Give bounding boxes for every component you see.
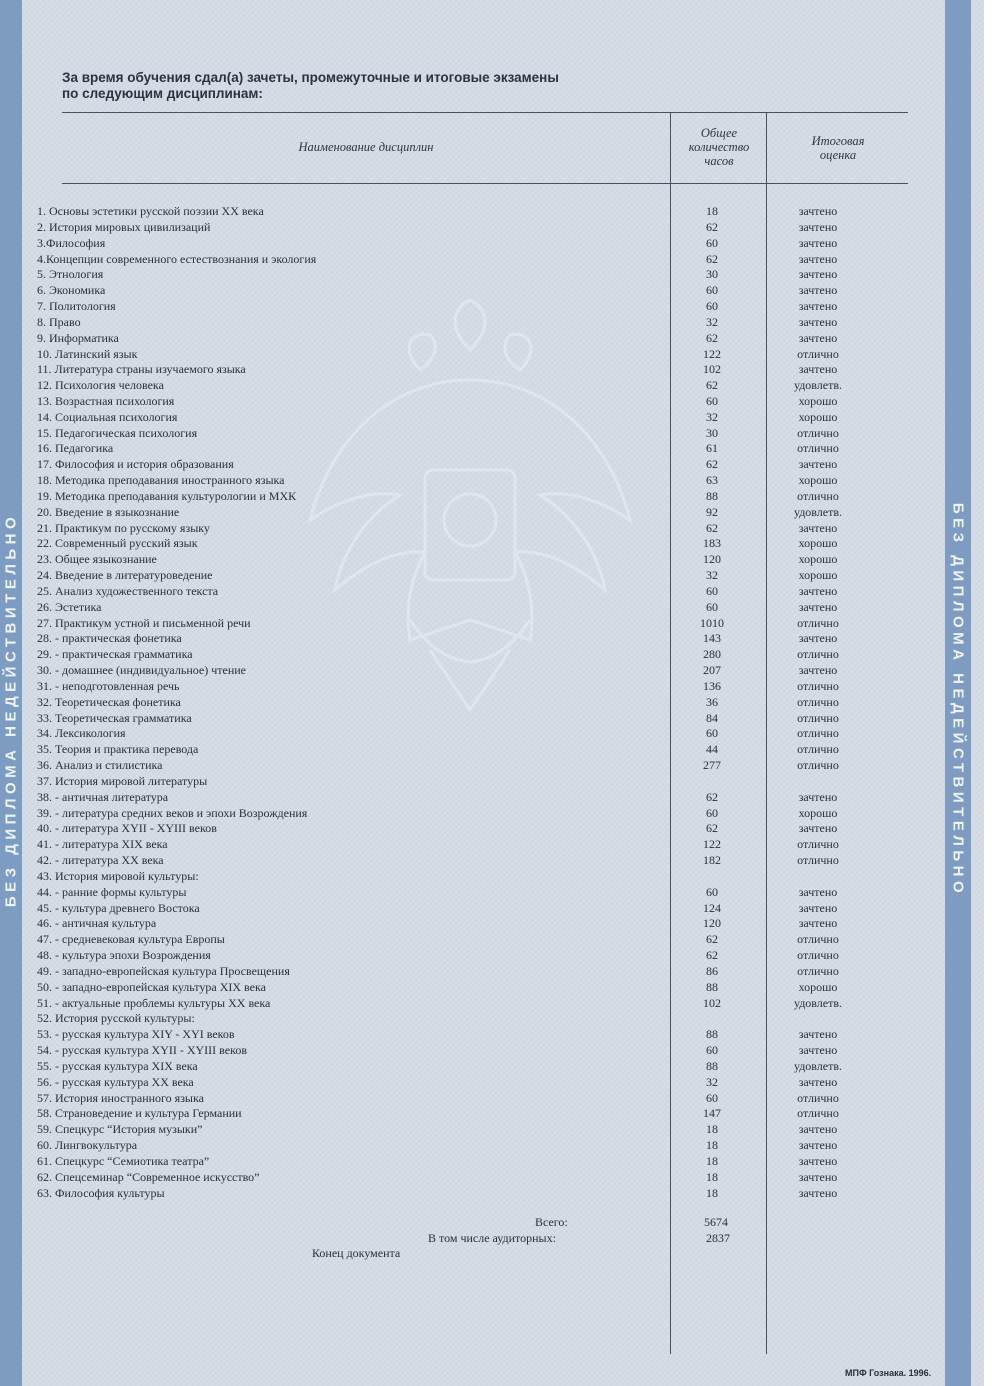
discipline-grade: отлично <box>797 932 839 947</box>
table-row <box>0 378 1000 393</box>
table-row <box>0 996 1000 1011</box>
table-row <box>0 647 1000 662</box>
discipline-grade: отлично <box>797 853 839 867</box>
discipline-name: 22. Современный русский язык <box>37 536 198 551</box>
discipline-name: 56. - русская культура XX века <box>37 1074 194 1089</box>
discipline-hours: 207 <box>703 663 721 678</box>
table-row <box>0 774 1000 789</box>
discipline-name: 5. Этнология <box>37 267 104 282</box>
table-row <box>0 283 1000 298</box>
discipline-name: 32. Теоретическая фонетика <box>37 694 181 709</box>
discipline-name: 21. Практикум по русскому языку <box>37 520 210 535</box>
table-row <box>0 521 1000 536</box>
discipline-grade: отлично <box>797 710 839 725</box>
discipline-hours: 60 <box>706 235 718 250</box>
discipline-hours: 62 <box>706 520 718 535</box>
table-row <box>0 362 1000 377</box>
discipline-grade: зачтено <box>798 204 838 218</box>
discipline-grade: хорошо <box>798 536 838 551</box>
discipline-name: 11. Литература страны изучаемого языка <box>37 362 246 377</box>
discipline-name: 50. - западно-европейская культура XIX века <box>37 979 266 994</box>
discipline-name: 3.Философия <box>37 235 106 250</box>
discipline-hours: 88 <box>706 979 718 994</box>
table-row <box>0 410 1000 425</box>
discipline-grade: удовлетв. <box>793 504 843 519</box>
discipline-hours: 62 <box>706 251 718 266</box>
discipline-name: 41. - литература XIX века <box>37 837 168 852</box>
discipline-name: 34. Лексикология <box>37 726 126 741</box>
discipline-name: 28. - практическая фонетика <box>37 631 182 646</box>
discipline-name: 10. Латинский язык <box>37 346 138 361</box>
discipline-grade: зачтено <box>798 330 838 345</box>
table-row <box>0 1106 1000 1121</box>
discipline-grade: хорошо <box>798 805 838 820</box>
discipline-grade: хорошо <box>798 979 838 994</box>
discipline-grade: зачтено <box>798 457 838 472</box>
discipline-name: 17. Философия и история образования <box>37 457 234 472</box>
printer-note: МПФ Гознака. 1996. <box>845 1368 932 1378</box>
discipline-hours: 60 <box>706 599 718 614</box>
discipline-name: 15. Педагогическая психология <box>37 425 198 440</box>
discipline-hours: 30 <box>706 267 718 282</box>
discipline-grade: зачтено <box>798 1138 838 1152</box>
discipline-grade: отлично <box>797 694 839 709</box>
table-row <box>0 267 1000 282</box>
table-row <box>0 600 1000 615</box>
discipline-hours: 32 <box>706 314 718 329</box>
discipline-grade: отлично <box>797 647 839 662</box>
heading-line-1: За время обучения сдал(а) зачеты, промежуточные и итоговые экзамены <box>62 70 559 85</box>
discipline-hours: 280 <box>703 647 721 662</box>
discipline-hours: 60 <box>706 299 718 313</box>
table-row <box>0 679 1000 694</box>
discipline-hours: 62 <box>706 219 718 234</box>
discipline-name: 8. Право <box>37 314 81 329</box>
discipline-name: 58. Страноведение и культура Германии <box>37 1106 242 1121</box>
discipline-grade: зачтено <box>798 821 838 836</box>
table-row <box>0 473 1000 488</box>
table-row <box>0 853 1000 868</box>
discipline-hours: 88 <box>706 1027 718 1042</box>
table-row <box>0 790 1000 805</box>
discipline-grade: зачтено <box>798 1153 838 1168</box>
discipline-name: 53. - русская культура XIY - XYI веков <box>37 1027 235 1042</box>
discipline-grade: зачтено <box>798 900 838 915</box>
discipline-grade: хорошо <box>798 409 838 424</box>
table-row <box>0 1170 1000 1185</box>
table-row <box>0 901 1000 916</box>
discipline-hours: 60 <box>706 1090 718 1105</box>
discipline-grade: отлично <box>797 441 839 456</box>
discipline-grade: зачтено <box>798 314 838 329</box>
table-row <box>0 964 1000 979</box>
discipline-grade: отлично <box>797 346 839 361</box>
table-row <box>0 1043 1000 1058</box>
discipline-grade: зачтено <box>798 916 838 931</box>
discipline-hours: 136 <box>703 678 721 693</box>
discipline-name: 45. - культура древнего Востока <box>37 900 200 915</box>
discipline-name: 26. Эстетика <box>37 599 102 614</box>
table-row <box>0 806 1000 821</box>
table-row <box>0 457 1000 472</box>
discipline-grade: зачтено <box>798 251 838 266</box>
table-row <box>0 616 1000 631</box>
discipline-name: 46. - античная культура <box>37 916 157 931</box>
column-header-grade: Итоговая оценка <box>811 134 865 162</box>
discipline-grade: удовлетв. <box>793 378 843 393</box>
discipline-name: 29. - практическая грамматика <box>37 647 193 662</box>
table-row <box>0 441 1000 456</box>
discipline-grade: зачтено <box>798 1169 838 1184</box>
discipline-grade: хорошо <box>798 552 838 567</box>
discipline-name: 40. - литература XYII - XYIII веков <box>37 821 217 836</box>
classroom-value: 2837 <box>706 1231 730 1245</box>
heading-line-2: по следующим дисциплинам: <box>62 86 263 101</box>
discipline-grade: зачтено <box>798 583 838 598</box>
discipline-name: 4.Концепции современного естествознания и экология <box>37 251 317 266</box>
discipline-hours: 62 <box>706 378 718 393</box>
discipline-hours: 62 <box>706 789 718 804</box>
discipline-hours: 102 <box>703 362 721 377</box>
table-row <box>0 932 1000 947</box>
discipline-name: 37. История мировой литературы <box>37 773 208 788</box>
discipline-grade: отлично <box>797 1106 839 1121</box>
discipline-grade: зачтено <box>798 663 838 678</box>
discipline-name: 47. - средневековая культура Европы <box>37 932 225 947</box>
discipline-grade: зачтено <box>798 219 838 234</box>
discipline-hours: 18 <box>706 1169 718 1184</box>
discipline-grade: отлично <box>797 837 839 852</box>
discipline-hours: 60 <box>706 884 718 899</box>
discipline-name: 55. - русская культура XIX века <box>37 1058 198 1073</box>
discipline-hours: 102 <box>703 995 721 1010</box>
discipline-hours: 62 <box>706 948 718 962</box>
discipline-hours: 62 <box>706 821 718 836</box>
discipline-name: 30. - домашнее (индивидуальное) чтение <box>37 663 246 678</box>
discipline-hours: 120 <box>703 916 721 931</box>
table-row <box>0 1138 1000 1153</box>
table-row <box>0 204 1000 219</box>
discipline-grade: хорошо <box>798 394 838 408</box>
discipline-grade: отлично <box>797 726 839 741</box>
discipline-grade: зачтено <box>798 884 838 899</box>
discipline-name: 9. Информатика <box>37 330 119 345</box>
discipline-hours: 60 <box>706 726 718 741</box>
discipline-hours: 1010 <box>700 615 724 630</box>
discipline-name: 60. Лингвокультура <box>37 1138 138 1152</box>
discipline-hours: 44 <box>706 742 718 757</box>
table-row <box>0 1091 1000 1106</box>
table-row <box>0 299 1000 314</box>
discipline-hours: 60 <box>706 583 718 598</box>
table-row <box>0 252 1000 267</box>
table-row <box>0 1011 1000 1026</box>
table-row <box>0 394 1000 409</box>
discipline-name: 14. Социальная психология <box>37 409 178 424</box>
discipline-name: 6. Экономика <box>37 283 106 298</box>
discipline-hours: 60 <box>706 1043 718 1057</box>
table-row <box>0 426 1000 441</box>
discipline-hours: 62 <box>706 932 718 947</box>
table-top-rule <box>62 112 908 113</box>
table-row <box>0 1059 1000 1074</box>
discipline-grade: зачтено <box>798 1074 838 1089</box>
section-heading <box>62 70 662 102</box>
discipline-name: 2. История мировых цивилизаций <box>37 219 211 234</box>
discipline-name: 51. - актуальные проблемы культуры XX века <box>37 995 271 1010</box>
column-header-hours: Общее количество часов <box>688 126 750 168</box>
discipline-grade: отлично <box>797 758 839 772</box>
discipline-name: 1. Основы эстетики русской поэзии XX века <box>37 204 264 218</box>
end-of-document: Конец документа <box>312 1246 401 1260</box>
table-row <box>0 505 1000 520</box>
table-row <box>0 236 1000 251</box>
table-row <box>0 1027 1000 1042</box>
discipline-hours: 60 <box>706 283 718 298</box>
discipline-name: 7. Политология <box>37 299 116 313</box>
table-row <box>0 536 1000 551</box>
discipline-grade: отлично <box>797 742 839 757</box>
discipline-hours: 88 <box>706 1058 718 1073</box>
discipline-hours: 30 <box>706 425 718 440</box>
discipline-name: 42. - литература XX века <box>37 853 164 867</box>
table-row <box>0 1075 1000 1090</box>
table-row <box>0 948 1000 963</box>
discipline-hours: 36 <box>706 694 718 709</box>
discipline-grade: отлично <box>797 425 839 440</box>
discipline-hours: 182 <box>703 853 721 867</box>
table-row <box>0 869 1000 884</box>
table-row <box>0 347 1000 362</box>
discipline-hours: 32 <box>706 409 718 424</box>
discipline-hours: 63 <box>706 473 718 488</box>
discipline-name: 54. - русская культура XYII - XYIII веков <box>37 1043 247 1057</box>
discipline-name: 43. История мировой культуры: <box>37 868 199 883</box>
classroom-label: В том числе аудиторных: <box>428 1231 556 1245</box>
discipline-name: 25. Анализ художественного текста <box>37 583 219 598</box>
column-header-name: Наименование дисциплин <box>298 140 434 154</box>
left-stripe-text: БЕЗ ДИПЛОМА НЕДЕЙСТВИТЕЛЬНО <box>2 512 20 908</box>
discipline-grade: зачтено <box>798 1122 838 1137</box>
discipline-hours: 147 <box>703 1106 721 1121</box>
discipline-hours: 143 <box>703 631 721 646</box>
discipline-name: 39. - литература средних веков и эпохи Возрождения <box>37 805 308 820</box>
discipline-name: 31. - неподготовленная речь <box>37 678 180 693</box>
discipline-name: 12. Психология человека <box>37 378 164 393</box>
table-row <box>0 568 1000 583</box>
discipline-name: 44. - ранние формы культуры <box>37 884 187 899</box>
discipline-grade: отлично <box>797 1090 839 1105</box>
discipline-grade: отлично <box>797 678 839 693</box>
discipline-name: 38. - античная литература <box>37 789 169 804</box>
discipline-hours: 120 <box>703 552 721 567</box>
table-row <box>0 695 1000 710</box>
discipline-grade: отлично <box>797 948 839 962</box>
discipline-hours: 62 <box>706 457 718 472</box>
table-row <box>0 663 1000 678</box>
table-row <box>0 885 1000 900</box>
table-row <box>0 1186 1000 1201</box>
discipline-grade: хорошо <box>798 473 838 488</box>
discipline-name: 49. - западно-европейская культура Просвещения <box>37 963 290 978</box>
table-row <box>0 711 1000 726</box>
discipline-grade: отлично <box>797 615 839 630</box>
table-row <box>0 1154 1000 1169</box>
discipline-name: 27. Практикум устной и письменной речи <box>37 615 251 630</box>
table-row <box>0 742 1000 757</box>
discipline-hours: 88 <box>706 488 718 503</box>
table-header-rule <box>62 183 908 184</box>
discipline-grade: зачтено <box>798 789 838 804</box>
discipline-hours: 18 <box>706 1185 718 1200</box>
discipline-name: 57. История иностранного языка <box>37 1090 204 1105</box>
discipline-grade: зачтено <box>798 1043 838 1057</box>
total-label: Всего: <box>535 1215 568 1229</box>
discipline-name: 62. Спецсеминар “Современное искусство” <box>37 1169 260 1184</box>
discipline-name: 19. Методика преподавания культурологии и МХК <box>37 488 297 503</box>
discipline-hours: 60 <box>706 805 718 820</box>
table-row <box>0 220 1000 235</box>
table-row <box>0 631 1000 646</box>
discipline-grade: зачтено <box>798 235 838 250</box>
discipline-grade: удовлетв. <box>793 1058 843 1073</box>
discipline-name: 20. Введение в языкознание <box>37 504 180 519</box>
discipline-grade: отлично <box>797 963 839 978</box>
table-row <box>0 331 1000 346</box>
table-row <box>0 584 1000 599</box>
discipline-name: 48. - культура эпохи Возрождения <box>37 948 211 962</box>
table-row <box>0 980 1000 995</box>
discipline-hours: 84 <box>706 710 718 725</box>
discipline-hours: 122 <box>703 346 721 361</box>
table-row <box>0 837 1000 852</box>
discipline-name: 59. Спецкурс “История музыки” <box>37 1122 203 1137</box>
discipline-name: 61. Спецкурс “Семиотика театра” <box>37 1153 210 1168</box>
discipline-hours: 18 <box>706 1138 718 1152</box>
discipline-grade: удовлетв. <box>793 995 843 1010</box>
discipline-hours: 32 <box>706 1074 718 1089</box>
table-row <box>0 1122 1000 1137</box>
discipline-hours: 86 <box>706 963 718 978</box>
table-row <box>0 758 1000 773</box>
right-stripe-text: БЕЗ ДИПЛОМА НЕДЕЙСТВИТЕЛЬНО <box>949 502 967 898</box>
total-value: 5674 <box>704 1215 728 1229</box>
table-row <box>0 315 1000 330</box>
discipline-hours: 122 <box>703 837 721 852</box>
discipline-hours: 32 <box>706 568 718 583</box>
discipline-name: 13. Возрастная психология <box>37 394 175 408</box>
discipline-name: 35. Теория и практика перевода <box>37 742 199 757</box>
discipline-hours: 62 <box>706 330 718 345</box>
discipline-grade: зачтено <box>798 1027 838 1042</box>
discipline-hours: 277 <box>703 758 721 772</box>
discipline-name: 36. Анализ и стилистика <box>37 758 163 772</box>
discipline-name: 52. История русской культуры: <box>37 1011 195 1026</box>
discipline-grade: зачтено <box>798 520 838 535</box>
discipline-name: 24. Введение в литературоведение <box>37 568 213 583</box>
discipline-hours: 18 <box>706 1122 718 1137</box>
discipline-grade: зачтено <box>798 362 838 377</box>
table-row <box>0 552 1000 567</box>
discipline-name: 63. Философия культуры <box>37 1185 165 1200</box>
discipline-grade: хорошо <box>798 568 838 583</box>
table-row <box>0 489 1000 504</box>
discipline-name: 16. Педагогика <box>37 441 114 456</box>
discipline-grade: зачтено <box>798 1185 838 1200</box>
table-row <box>0 726 1000 741</box>
discipline-hours: 183 <box>703 536 721 551</box>
discipline-name: 18. Методика преподавания иностранного языка <box>37 473 285 488</box>
discipline-hours: 60 <box>706 394 718 408</box>
discipline-hours: 18 <box>706 1153 718 1168</box>
discipline-hours: 92 <box>706 504 718 519</box>
discipline-grade: зачтено <box>798 299 838 313</box>
discipline-grade: отлично <box>797 488 839 503</box>
table-row <box>0 916 1000 931</box>
discipline-grade: зачтено <box>798 267 838 282</box>
discipline-grade: зачтено <box>798 599 838 614</box>
discipline-name: 23. Общее языкознание <box>37 552 157 567</box>
discipline-hours: 124 <box>703 900 721 915</box>
discipline-grade: зачтено <box>798 283 838 298</box>
discipline-hours: 18 <box>706 204 718 218</box>
discipline-grade: зачтено <box>798 631 838 646</box>
discipline-hours: 61 <box>706 441 718 456</box>
discipline-name: 33. Теоретическая грамматика <box>37 710 192 725</box>
table-row <box>0 821 1000 836</box>
